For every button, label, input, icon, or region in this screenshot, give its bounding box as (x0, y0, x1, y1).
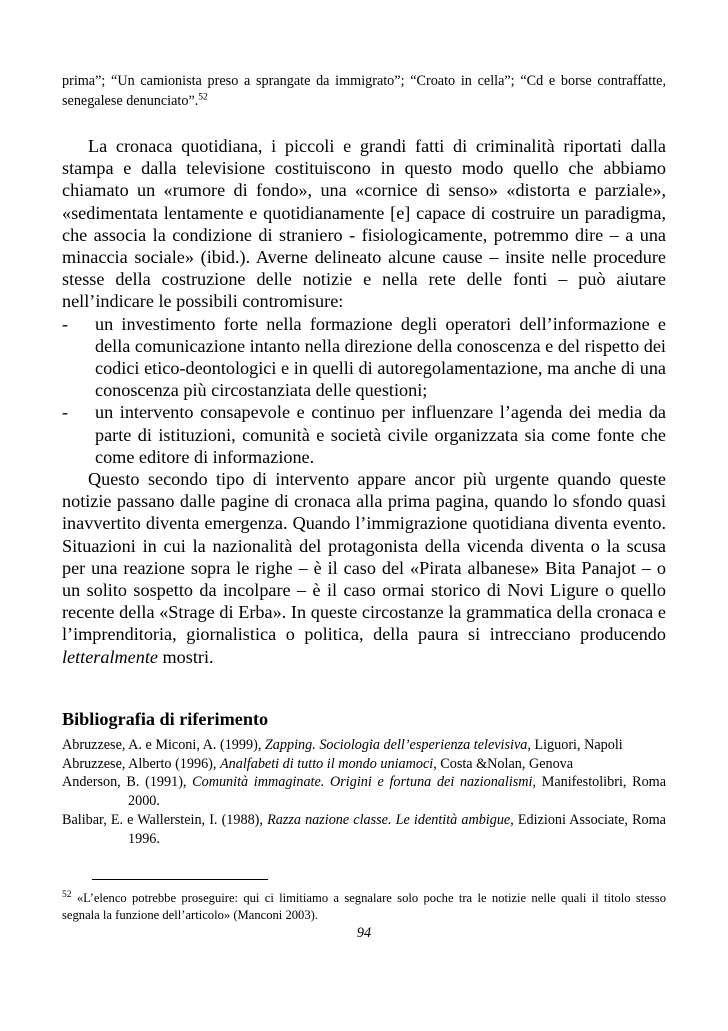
list-item-text: un intervento consapevole e continuo per influenzare l’agenda dei media da parte di istituzioni, comunità e società civile organizzata sia come fonte che come editore di informazione. (95, 402, 666, 467)
list-item (62, 401, 666, 468)
dash-bullet: - (62, 402, 69, 423)
bibliography-entry (62, 736, 666, 755)
footnote-reference[interactable]: 52 (198, 91, 208, 102)
entry-title: Razza nazione classe. Le identità ambigue (267, 812, 511, 829)
list-item-text: un investimento forte nella formazione degli operatori dell’informazione e della comunicazione intanto nella direzione della conoscenza e del rispetto dei codici etico-deontologici e in quelli di autoregolamentazione, ma anche di una conoscenza più circostanziata delle questioni; (95, 313, 666, 401)
entry-publisher: , Manifestolibri, Roma 2000. (128, 774, 667, 810)
bibliography-heading: Bibliografia di riferimento (62, 708, 269, 729)
entry-author: Abruzzese, A. e Miconi, A. (1999), (62, 736, 265, 753)
bibliography-list (62, 736, 666, 849)
entry-publisher: , Edizioni Associate, Roma 1996. (128, 812, 666, 847)
top-paragraph-text: prima”; “Un camionista preso a sprangate da immigrato”; “Croato in cella”; “Cd e borse contraffatte, senegalese denunciato”. (62, 73, 666, 109)
entry-title: Comunità immaginate. Origini e fortuna dei nazionalismi (192, 774, 533, 791)
main-text (62, 135, 666, 668)
document-page (62, 72, 666, 942)
bibliography-entry (62, 811, 666, 849)
paragraph-crime-news: La cronaca quotidiana, i piccoli e grandi fatti di criminalità riportati dalla stampa e dalla televisione costituiscono in questo modo quello che abbiamo chiamato un «rumore di fondo», una «cornice di senso» «distorta e parziale», «sedimentata lentamente e quotidianamente [e] capace di costruire un paradigma, che associa la condizione di straniero - fisiologicamente, potremmo dire – a una minaccia sociale» (ibid.). Averne delineato alcune cause – insite nelle procedure stesse della costruzione delle notizie e nella rete delle fonti – può aiutare nell’indicare le possibili contromisure: (62, 136, 666, 312)
entry-publisher: , Costa &Nolan, Genova (433, 755, 574, 772)
footnote-divider (92, 879, 268, 880)
list-item (62, 313, 666, 402)
dash-bullet: - (62, 313, 69, 334)
footnote-text: «L’elenco potrebbe proseguire: qui ci limitiamo a segnalare solo poche tra le notizie nelle quali il titolo stesso segnala la funzione dell’articolo» (Manconi 2003). (62, 890, 666, 923)
emphasized-word: letteralmente (62, 646, 158, 667)
entry-author: Balibar, E. e Wallerstein, I. (1988), (62, 812, 268, 829)
entry-title: Zapping. Sociologia dell’esperienza televisiva (264, 736, 528, 753)
footnote (62, 890, 666, 925)
countermeasures-list (62, 313, 666, 468)
bibliography-entry (62, 773, 666, 811)
entry-author: Abruzzese, Alberto (1996), (62, 755, 220, 772)
entry-publisher: , Liguori, Napoli (527, 736, 623, 753)
paragraph-text: Questo secondo tipo di intervento appare ancor più urgente quando queste notizie passano dalle pagine di cronaca alla prima pagina, quando lo sfondo quasi inavvertito diventa emergenza. Quando l’immigrazione quotidiana diventa evento. Situazioni in cui la nazionalità del protagonista della vicenda diventa o la scusa per una reazione sopra le righe – è il caso del «Pirata albanese» Bita Panajot – o un solito sospetto da incolpare – è il caso ormai storico di Novi Ligure o quello recente della «Strage di Erba». In queste circostanze la grammatica della cronaca e l’imprenditoria, giornalistica o politica, della paura si intrecciano producendo (62, 469, 666, 645)
paragraph-second-intervention (62, 468, 666, 668)
footnote-number: 52 (62, 889, 72, 900)
entry-author: Anderson, B. (1991), (62, 774, 193, 791)
paragraph-text-end: mostri. (157, 646, 214, 667)
bibliography-entry (62, 755, 666, 774)
entry-title: Analfabeti di tutto il mondo uniamoci (219, 755, 434, 772)
page-number: 94 (356, 924, 372, 941)
top-paragraph (62, 72, 666, 111)
